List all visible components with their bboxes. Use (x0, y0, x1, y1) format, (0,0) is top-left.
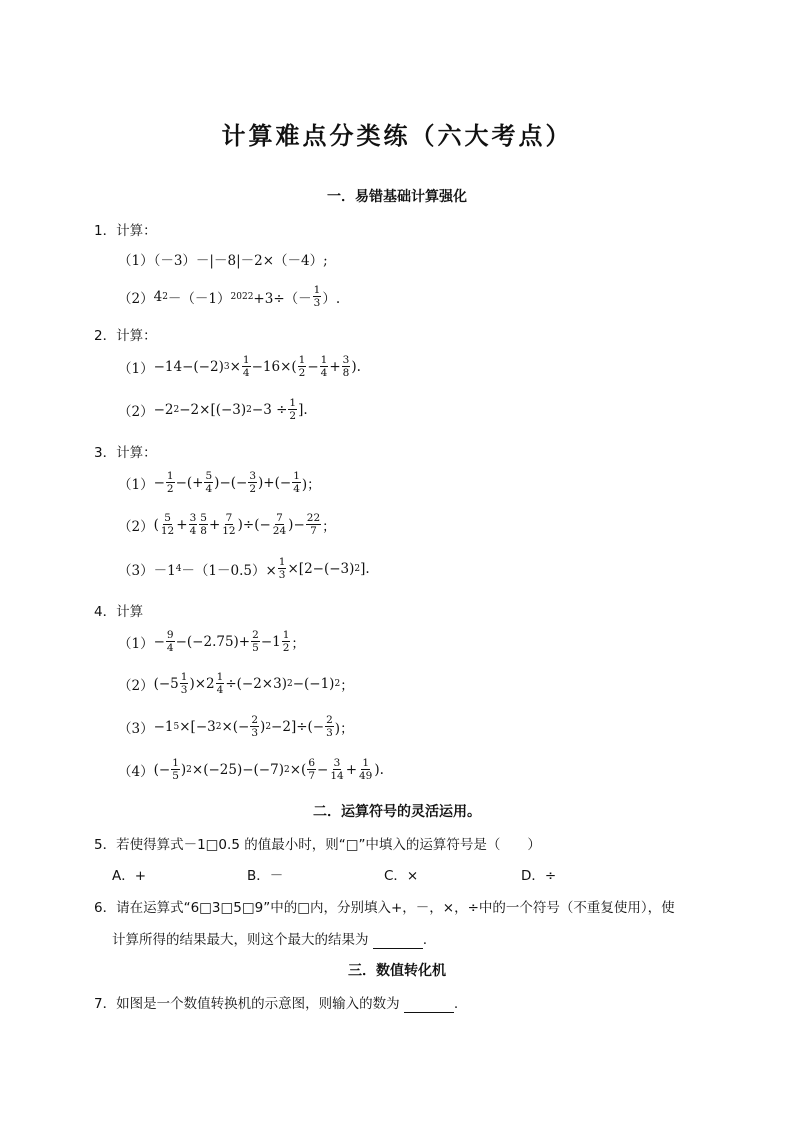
question-4-stem: 4．计算 (94, 604, 144, 620)
question-3-part-2 (118, 512, 336, 537)
question-7-stem (94, 992, 458, 1013)
denominator: 4 (320, 367, 328, 379)
expr-text: −3 ÷ (251, 401, 288, 418)
question-4-part-2: （2） (−5 $\frac{1}{3}$ )×2 $\frac{1}{4}$ ÷(−2×3) 2 −(−1) 2 ； (118, 671, 354, 696)
expr-text: 4 (153, 288, 163, 305)
fraction (248, 470, 257, 495)
denominator: 8 (200, 525, 207, 537)
denominator: 3 (278, 569, 286, 581)
answer-blank (373, 932, 423, 949)
expr-text: −(−2.75)+ (175, 633, 251, 650)
denominator: 3 (180, 684, 188, 696)
expr-text: (−5 (153, 675, 179, 692)
numerator: 7 (276, 512, 283, 524)
expr-text: + (329, 358, 341, 375)
denominator: 4 (216, 684, 224, 696)
question-1-part-1: （1）（－3）－|－8|－2×（－4）; (118, 253, 328, 269)
period: . (453, 996, 459, 1012)
part-label: （1） (118, 476, 154, 493)
expr-text: ×[−3 (179, 718, 216, 735)
denominator: 7 (308, 770, 315, 782)
fraction (278, 556, 287, 581)
expr-text: ) (260, 718, 266, 735)
question-6-line-1: 6．请在运算式“6□3□5□9”中的□内，分别填入+，－，×，÷中的一个符号（不重复使用），使 (94, 900, 675, 916)
numerator: 1 (278, 556, 286, 568)
numerator: 2 (251, 714, 259, 726)
part-label: （3） (118, 562, 154, 579)
question-3-stem: 3．计算： (94, 445, 157, 461)
question-4-part-1 (118, 629, 305, 654)
numerator: 7 (225, 512, 233, 524)
numerator: 5 (200, 512, 207, 524)
expr-text: − (307, 358, 319, 375)
expr-text: ). (351, 358, 361, 375)
option-c: C．× (384, 868, 419, 884)
expr-text: )− (288, 516, 305, 533)
expr-text: + (208, 516, 221, 533)
numerator: 1 (289, 397, 297, 409)
numerator: 3 (249, 470, 257, 482)
question-1-part-2: （2） 4 2 －（－1） 2022 +3÷（－ $\frac{1}{3}$ ）. (118, 284, 341, 309)
fraction (242, 354, 251, 379)
denominator: 4 (293, 483, 300, 495)
expr-text: − (317, 761, 329, 778)
expr-text: ； (340, 677, 354, 694)
expr-text: −(−2) (182, 358, 224, 375)
expr-text: −2 (153, 401, 174, 418)
expr-text: )×2 (189, 675, 215, 692)
expr-text: + (176, 516, 188, 533)
numerator: 3 (342, 354, 350, 366)
question-3-part-1 (118, 470, 321, 495)
numerator: 1 (180, 671, 188, 683)
numerator: 3 (333, 757, 341, 769)
denominator: 24 (272, 525, 287, 537)
section-heading-1: 一．易错基础计算强化 (327, 189, 467, 205)
question-4-part-3: （3） −1 5 ×[−3 2 ×(− $\frac{2}{3}$ ) 2 −2]÷(− $\frac{2}{3}$ )； (118, 714, 354, 739)
fraction (180, 671, 189, 696)
denominator: 2 (298, 367, 306, 379)
expr-text: ]. (298, 401, 308, 418)
expr-text: ( (153, 516, 159, 533)
denominator: 3 (251, 727, 259, 739)
part-label: （1） (118, 635, 154, 652)
numerator: 2 (252, 629, 259, 641)
expr-text: ； (291, 635, 305, 652)
denominator: 3 (313, 297, 321, 309)
expr-text: − (153, 633, 165, 650)
expr-text: −1 (260, 633, 281, 650)
numerator: 6 (308, 757, 315, 769)
numerator: 1 (166, 470, 174, 482)
fraction (171, 757, 180, 782)
fraction (250, 714, 259, 739)
fraction (166, 629, 175, 654)
period: . (422, 932, 428, 948)
denominator: 4 (205, 483, 213, 495)
denominator: 2 (289, 410, 297, 422)
fraction (292, 470, 301, 495)
option-b: B．－ (247, 868, 284, 884)
part-label: （2） (118, 290, 154, 307)
question-5-stem: 5．若使得算式－1□0.5 的值最小时，则“□”中填入的运算符号是（ ） (94, 837, 541, 853)
expr-text: ）. (322, 290, 341, 307)
expr-text: −2]÷(− (271, 718, 325, 735)
question-2-stem: 2．计算： (94, 328, 157, 344)
expr-text: ]. (360, 560, 370, 577)
fraction (306, 512, 321, 537)
expr-text: −2×[(−3) (179, 401, 247, 418)
expr-text: + (345, 761, 357, 778)
fraction (329, 757, 344, 782)
denominator: 5 (172, 770, 179, 782)
fraction (358, 757, 373, 782)
numerator: 1 (298, 354, 306, 366)
numerator: 1 (172, 757, 179, 769)
numerator: 1 (313, 284, 321, 296)
part-label: （3） (118, 720, 154, 737)
denominator: 7 (310, 525, 317, 537)
section-heading-2: 二．运算符号的灵活运用。 (313, 804, 481, 820)
fraction (298, 354, 307, 379)
expr-text: −(−1) (292, 675, 335, 692)
expr-text: )； (334, 720, 354, 737)
expr-text: ×[2−(−3) (287, 560, 355, 577)
question-6-text: 计算所得的结果最大，则这个最大的结果为 (112, 932, 369, 948)
question-4-part-4: （4） (− $\frac{1}{5}$ ) 2 ×(−25)−(−7) 2 ×( $\frac{6}{7}$ − $\frac{3}{14}$ + $\frac{1}{49}$ ). (118, 757, 384, 782)
denominator: 3 (326, 727, 333, 739)
numerator: 2 (326, 714, 333, 726)
question-1-stem: 1．计算： (94, 223, 157, 239)
expr-text: −(+ (175, 474, 204, 491)
numerator: 1 (242, 354, 250, 366)
denominator: 4 (242, 367, 250, 379)
expr-text: ). (374, 761, 384, 778)
fraction (307, 757, 316, 782)
part-label: （2） (118, 518, 154, 535)
expr-text: )÷(− (237, 516, 271, 533)
expr-text: −1 (153, 718, 174, 735)
denominator: 49 (359, 770, 373, 782)
expr-text: (− (153, 761, 171, 778)
fraction (166, 470, 175, 495)
numerator: 9 (166, 629, 174, 641)
expr-text: −16×( (251, 358, 297, 375)
fraction (272, 512, 287, 537)
part-label: （1） (118, 360, 154, 377)
denominator: 2 (249, 483, 257, 495)
denominator: 8 (342, 367, 350, 379)
fraction (204, 470, 213, 495)
fraction (342, 354, 351, 379)
numerator: 1 (282, 629, 290, 641)
question-7-text: 7．如图是一个数值转换机的示意图，则输入的数为 (94, 996, 400, 1012)
question-2-part-2: （2） −2 2 −2×[(−3) 2 −3 ÷ $\frac{1}{2}$ ]. (118, 397, 308, 422)
fraction (320, 354, 329, 379)
fraction (282, 629, 291, 654)
denominator: 4 (189, 525, 197, 537)
question-2-part-1: （1） −14 −(−2) 3 × $\frac{1}{4}$ −16×( $\frac{1}{2}$ − $\frac{1}{4}$ + $\frac{3}{8}$ ). (118, 354, 361, 379)
question-6-line-2 (112, 928, 427, 949)
expr-text: ×( (289, 761, 307, 778)
expr-text: －1 (153, 562, 176, 579)
expr-text: × (229, 358, 241, 375)
expr-text: −14 (153, 358, 183, 375)
part-label: （2） (118, 403, 154, 420)
question-3-part-3: （3） －1 4 －（1－0.5）× $\frac{1}{3}$ ×[2−(−3) 2 ]. (118, 556, 370, 581)
expr-text: －（1－0.5）× (181, 562, 277, 579)
denominator: 2 (166, 483, 174, 495)
answer-blank (404, 996, 454, 1013)
numerator: 5 (205, 470, 213, 482)
section-heading-3: 三．数值转化机 (348, 963, 446, 979)
fraction (160, 512, 175, 537)
expr-text: +3÷（－ (253, 290, 312, 307)
numerator: 3 (189, 512, 197, 524)
fraction (189, 512, 198, 537)
expr-text: －（－1） (167, 290, 231, 307)
fraction (216, 671, 225, 696)
expr-text: )+(− (258, 474, 292, 491)
fraction (199, 512, 208, 537)
expr-text: − (153, 474, 165, 491)
option-d: D．÷ (521, 868, 557, 884)
expr-text: ÷(−2×3) (225, 675, 287, 692)
numerator: 5 (164, 512, 171, 524)
fraction (325, 714, 334, 739)
expr-text: ×(− (221, 718, 250, 735)
expr-text: ； (322, 518, 336, 535)
fraction (251, 629, 260, 654)
fraction (313, 284, 322, 309)
expr-text: )−(− (214, 474, 248, 491)
part-label: （2） (118, 677, 154, 694)
denominator: 2 (282, 642, 290, 654)
numerator: 1 (320, 354, 328, 366)
numerator: 1 (293, 470, 300, 482)
denominator: 5 (252, 642, 259, 654)
denominator: 12 (222, 525, 236, 537)
page-title: 计算难点分类练（六大考点） (221, 121, 573, 150)
fraction (288, 397, 297, 422)
part-label: （4） (118, 763, 154, 780)
denominator: 4 (166, 642, 174, 654)
expr-text: ) (180, 761, 187, 778)
numerator: 1 (216, 671, 224, 683)
numerator: 1 (362, 757, 370, 769)
expr-text: )； (301, 476, 321, 493)
expr-text: ×(−25)−(−7) (191, 761, 284, 778)
fraction (221, 512, 236, 537)
denominator: 14 (330, 770, 344, 782)
option-a: A．+ (112, 868, 147, 884)
denominator: 12 (160, 525, 175, 537)
numerator: 22 (306, 512, 321, 524)
